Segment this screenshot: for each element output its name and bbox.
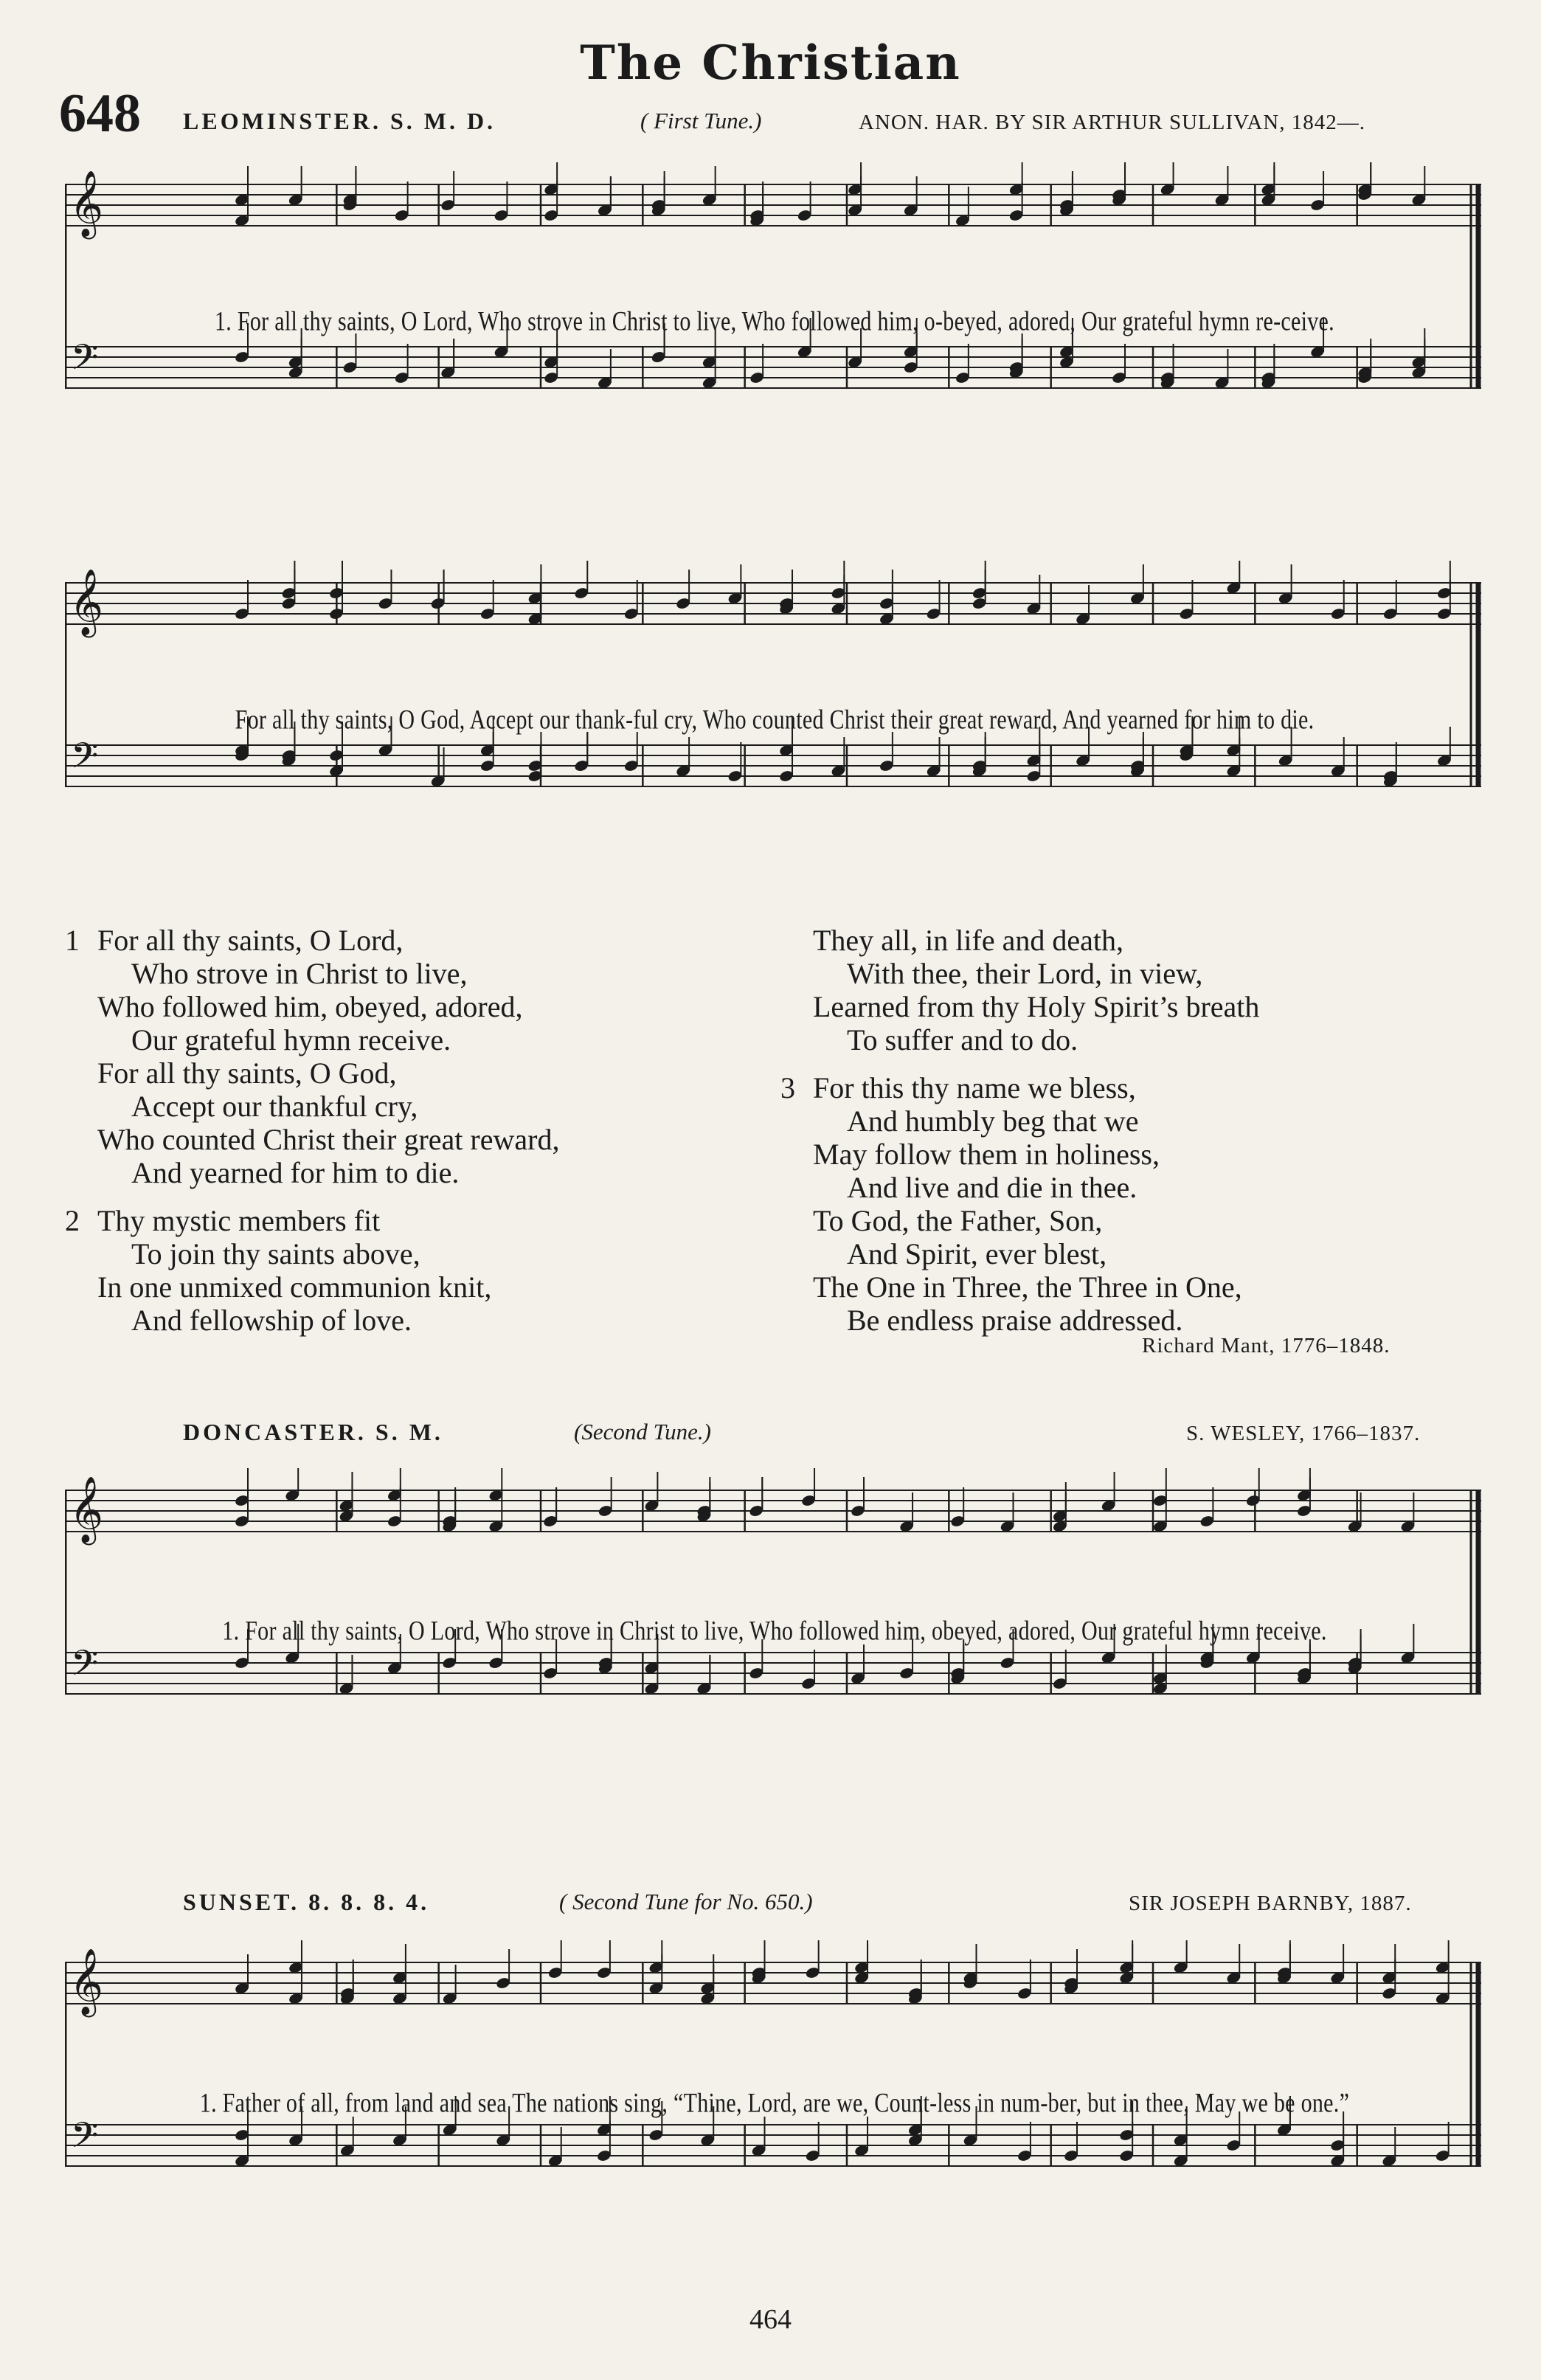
hymn-author: Richard Mant, 1776–1848. [1142, 1334, 1391, 1357]
verse-line: And Spirit, ever blest, [847, 1237, 1107, 1270]
verse-line: They all, in life and death, [813, 924, 1123, 957]
verse-line: Be endless praise addressed. [847, 1304, 1183, 1337]
tune-note-doncaster: (Second Tune.) [574, 1419, 711, 1445]
lyrics-underlay-leominster-2: For all thy saints, O God, Accept our thank-ful cry, Who counted Christ their great reward, And yearned for him to die. [235, 705, 1315, 736]
tune-title-sunset: SUNSET. 8. 8. 8. 4. [183, 1889, 430, 1915]
verse-line: The One in Three, the Three in One, [813, 1270, 1242, 1304]
svg-text:𝄢: 𝄢 [71, 2114, 99, 2165]
verse-line: To join thy saints above, [131, 1237, 420, 1270]
verse-number: 2 [65, 1204, 80, 1237]
verse-1 [65, 924, 559, 1189]
verse-line: To suffer and to do. [847, 1023, 1078, 1056]
verse-line: May follow them in holiness, [813, 1138, 1160, 1171]
tune-composer-doncaster: S. WESLEY, 1766–1837. [1186, 1422, 1421, 1445]
svg-text:𝄢: 𝄢 [71, 735, 99, 785]
tune-title-doncaster: DONCASTER. S. M. [183, 1419, 443, 1445]
verse-2-continued [780, 924, 1259, 1056]
verse-line: Our grateful hymn receive. [131, 1023, 451, 1056]
tune-composer-sunset: SIR JOSEPH BARNBY, 1887. [1129, 1892, 1412, 1915]
verses-left-column [65, 924, 559, 1352]
lyrics-underlay-sunset: 1. Father of all, from land and sea The nations sing, “Thine, Lord, are we, Count-less in num-ber, but in thee, May we be one.” [199, 2088, 1350, 2119]
verse-2 [65, 1204, 559, 1337]
verse-line: And humbly beg that we [847, 1104, 1139, 1138]
verse-line: For all thy saints, O God, [97, 1056, 397, 1090]
tune-title-leominster: LEOMINSTER. S. M. D. [183, 108, 496, 134]
tune-note-sunset: ( Second Tune for No. 650.) [559, 1889, 813, 1914]
verse-line: Thy mystic members fit [97, 1204, 381, 1237]
lyrics-underlay-doncaster: 1. For all thy saints, O Lord, Who strove in Christ to live, Who followed him, obeyed, adored, Our grateful hymn receive. [222, 1616, 1327, 1647]
running-head: The Christian [580, 35, 961, 91]
verse-line: Who counted Christ their great reward, [97, 1123, 560, 1156]
verse-number: 3 [780, 1071, 795, 1104]
verses-right-column [780, 924, 1259, 1352]
verse-line: With thee, their Lord, in view, [847, 957, 1203, 990]
verse-line: To God, the Father, Son, [813, 1204, 1103, 1237]
verse-line: For all thy saints, O Lord, [97, 924, 404, 957]
lyrics-underlay-leominster-1: 1. For all thy saints, O Lord, Who strove in Christ to live, Who followed him, o-beyed, adored, Our grateful hymn re-ceive. [215, 306, 1334, 337]
verse-line: Learned from thy Holy Spirit’s breath [813, 990, 1260, 1023]
verse-line: And fellowship of love. [131, 1304, 412, 1337]
page-number: 464 [749, 2304, 792, 2335]
svg-text:𝄞: 𝄞 [69, 569, 104, 635]
verse-line: In one unmixed communion knit, [97, 1270, 492, 1304]
svg-text:𝄞: 𝄞 [69, 1948, 104, 2015]
verse-line: And yearned for him to die. [131, 1156, 460, 1189]
hymn-number: 648 [59, 83, 141, 144]
verse-line: Who strove in Christ to live, [131, 957, 468, 990]
tune-composer-leominster: ANON. HAR. BY SIR ARTHUR SULLIVAN, 1842—. [859, 111, 1365, 134]
verse-number: 1 [65, 924, 80, 957]
svg-text:𝄞: 𝄞 [69, 1476, 104, 1543]
svg-text:𝄞: 𝄞 [69, 170, 104, 237]
svg-text:𝄢: 𝄢 [71, 336, 99, 387]
svg-text:𝄢: 𝄢 [71, 1642, 99, 1692]
verse-line: Who followed him, obeyed, adored, [97, 990, 523, 1023]
verse-line: Accept our thankful cry, [131, 1090, 418, 1123]
verse-line: For this thy name we bless, [813, 1071, 1136, 1104]
verse-line: And live and die in thee. [847, 1171, 1137, 1204]
verse-3 [780, 1071, 1259, 1337]
tune-note-leominster: ( First Tune.) [640, 108, 762, 134]
